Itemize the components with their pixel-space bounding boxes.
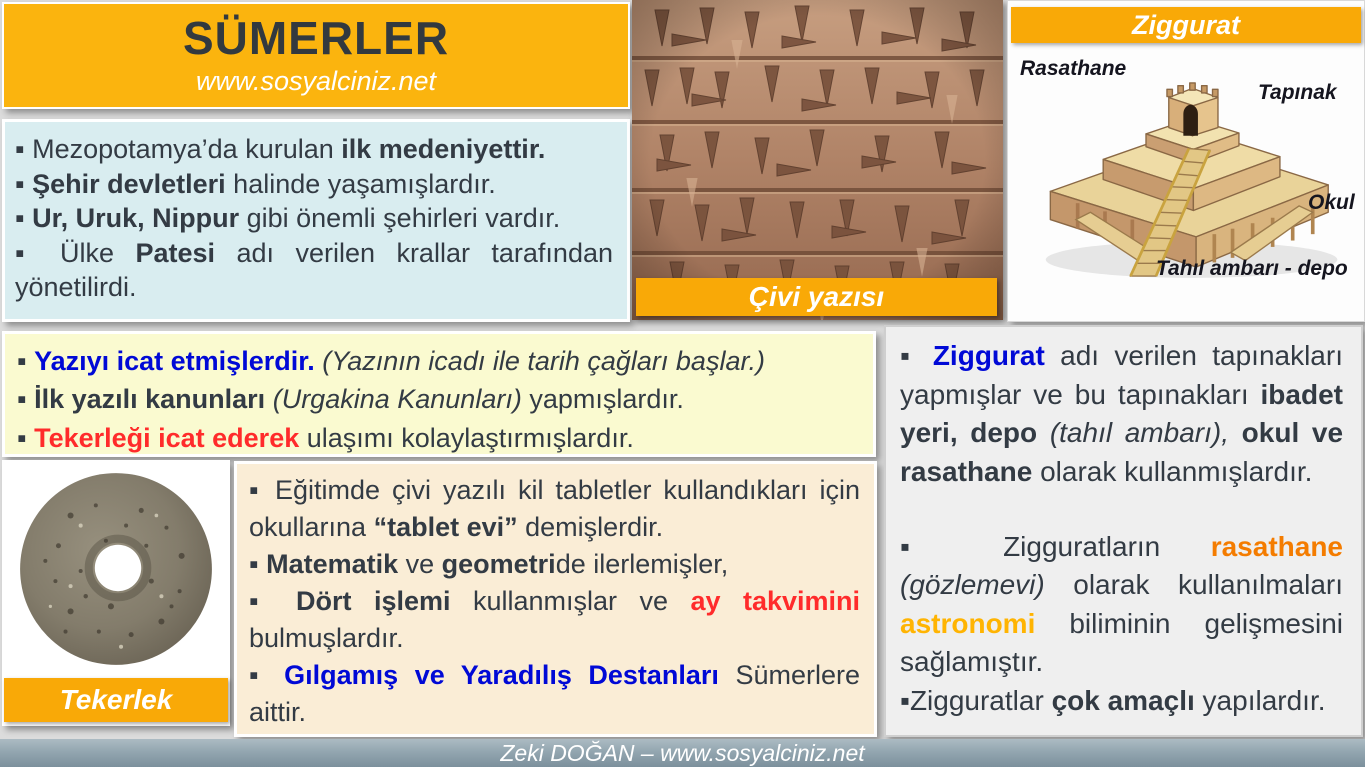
- ziggurat-title-label: Ziggurat: [1132, 10, 1240, 40]
- site-url-text: www.sosyalciniz.net: [195, 66, 437, 97]
- title-panel: [2, 2, 630, 109]
- info-item-cities: ▪ Ur, Uruk, Nippur gibi önemli şehirleri vardır.: [15, 203, 561, 234]
- page-title: SÜMERLER: [182, 12, 450, 64]
- ziggurat-label-temple: Tapınak: [1258, 81, 1337, 104]
- ziggurat-label-school: Okul: [1308, 191, 1355, 214]
- invention-item-writing: ▪ Yazıyı icat etmişlerdir. (Yazının icadı ile tarih çağları başlar.): [17, 346, 765, 376]
- education-item-tablet-house: ▪ Eğitimde çivi yazılı kil tabletler kullandıkları için okullarına “tablet evi” demişlerdir.: [249, 475, 860, 542]
- ziggurat-label-observatory: Rasathane: [1020, 57, 1127, 80]
- inventions-box: [2, 331, 876, 457]
- info-item-first-civilization: ▪ Mezopotamya’da kurulan ilk medeniyettir.: [15, 134, 546, 164]
- ziggurat-info-box: [884, 325, 1363, 737]
- wheel-image-panel: [2, 460, 230, 726]
- wheel-caption-bar: [4, 678, 228, 722]
- info-item-city-states: ▪ Şehir devletleri halinde yaşamışlardır.: [15, 168, 496, 199]
- ziggurat-info-astronomy: ▪ Zigguratların rasathane (gözlemevi) olarak kullanılmaları astronomi biliminin gelişmesini sağlamıştır.: [900, 530, 1343, 678]
- footer-credit-text: Zeki DOĞAN – www.sosyalciniz.net: [500, 740, 865, 766]
- ziggurat-image-panel: [1007, 0, 1365, 322]
- ziggurat-info-usage: ▪ Ziggurat adı verilen tapınakları yapmışlar ve bu tapınakları ibadet yeri, depo (tahıl ambarı), okul ve rasathane olarak kullanmışlardır.: [900, 340, 1344, 487]
- ziggurat-info-multipurpose: ▪Zigguratlar çok amaçlı yapılardır.: [900, 685, 1326, 716]
- education-item-calendar: ▪ Dört işlemi kullanmışlar ve ay takvimini bulmuşlardır.: [249, 585, 860, 653]
- wheel-caption-label: Tekerlek: [59, 684, 173, 715]
- invention-item-laws: ▪ İlk yazılı kanunları (Urgakina Kanunları) yapmışlardır.: [17, 384, 684, 415]
- invention-item-wheel: ▪ Tekerleği icat ederek ulaşımı kolaylaştırmışlardır.: [17, 422, 634, 453]
- cuneiform-tablet-image: [632, 0, 1003, 320]
- cuneiform-caption-bar: [636, 278, 997, 316]
- footer-credit-bar: [0, 739, 1365, 767]
- education-item-math: ▪ Matematik ve geometride ilerlemişler,: [249, 548, 729, 579]
- general-info-box: [2, 119, 630, 322]
- education-box: [234, 461, 877, 737]
- ziggurat-title-bar: [1011, 7, 1361, 43]
- education-item-epics: ▪ Gılgamış ve Yaradılış Destanları Sümerlere aittir.: [249, 659, 860, 727]
- ziggurat-label-granary: Tahıl ambarı - depo: [1156, 257, 1348, 280]
- info-item-patesi: ▪ Ülke Patesi adı verilen krallar tarafından yönetilirdi.: [15, 237, 613, 303]
- stone-wheel-image: [10, 464, 222, 678]
- cuneiform-caption-label: Çivi yazısı: [748, 281, 885, 312]
- cuneiform-image-panel: [632, 0, 1003, 320]
